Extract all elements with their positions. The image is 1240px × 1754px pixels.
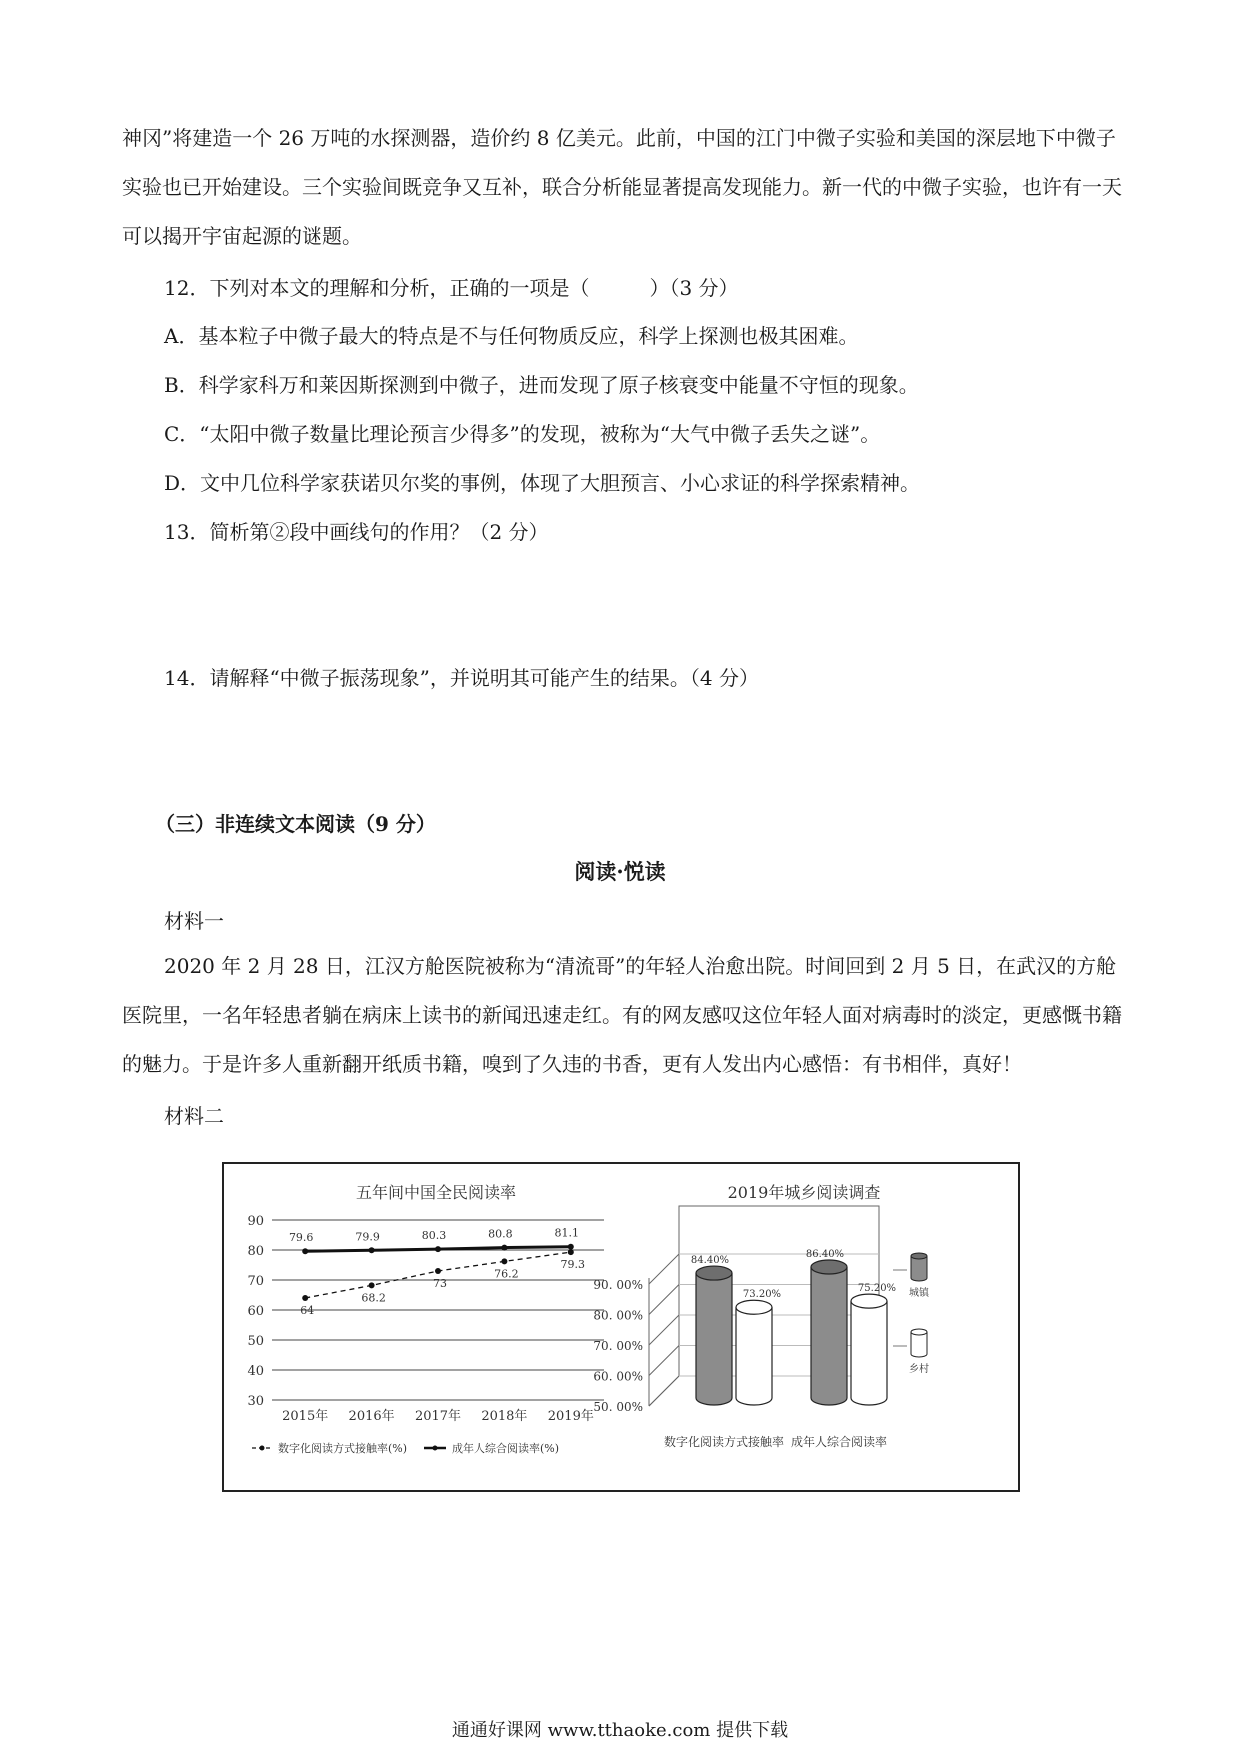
bar-rural-cap [851, 1294, 887, 1308]
section-3-heading: （三）非连续文本阅读（9 分） [155, 812, 436, 836]
line-chart-data-label: 80.8 [488, 1227, 513, 1241]
digital-rate-line [305, 1252, 571, 1298]
line-chart-point [369, 1282, 375, 1288]
question-14: 14．请解释“中微子振荡现象”，并说明其可能产生的结果。（4 分） [164, 666, 759, 690]
line-chart-y-tick: 70 [247, 1274, 264, 1289]
line-chart-y-tick: 80 [247, 1244, 264, 1259]
legend-digital-marker [260, 1446, 265, 1451]
passage-tail: 神冈”将建造一个 26 万吨的水探测器，造价约 8 亿美元。此前，中国的江门中微子实验和美国的深层地下中微子实验也已开始建设。三个实验间既竞争又互补，联合分析能显著提高发现能力。新一代的中微子实验，也许有一天可以揭开宇宙起源的谜题。 [122, 126, 1122, 248]
legend-reading-marker [433, 1446, 438, 1451]
line-chart-data-label: 79.6 [288, 1231, 314, 1245]
line-chart-y-tick: 40 [247, 1364, 264, 1379]
line-chart-x-tick: 2017年 [414, 1409, 462, 1424]
question-12-option-a: A．基本粒子中微子最大的特点是不与任何物质反应，科学上探测也极其困难。 [164, 324, 859, 348]
bar-chart-title: 2019年城乡阅读调查 [727, 1183, 881, 1202]
bar-rural-cylinder [851, 1301, 887, 1405]
line-chart-x-tick: 2019年 [547, 1409, 594, 1424]
bar-data-label: 86.40% [805, 1248, 845, 1260]
line-chart-point [568, 1244, 574, 1250]
bar-chart-x-tick: 数字化阅读方式接触率 [663, 1435, 785, 1449]
bar-chart-y-tick: 90. 00% [593, 1278, 643, 1292]
line-chart-title: 五年间中国全民阅读率 [355, 1183, 517, 1202]
line-chart-point [501, 1245, 507, 1251]
bar-chart-y-tick: 60. 00% [593, 1369, 643, 1384]
line-chart-point [369, 1247, 375, 1253]
bar-rural-cylinder [736, 1307, 772, 1405]
legend-digital-label: 数字化阅读方式接触率(%) [278, 1442, 408, 1455]
material-1-text: 2020 年 2 月 28 日，江汉方舱医院被称为“清流哥”的年轻人治愈出院。时间回到 2 月 5 日，在武汉的方舱医院里，一名年轻患者躺在病床上读书的新闻迅速走红。有的网友感叹这位年轻人面对病毒时的淡定，更感慨书籍的魅力。于是许多人重新翻开纸质书籍，嗅到了久违的书香，更有人发出内心感悟：有书相伴，真好！ [122, 954, 1122, 1076]
line-chart-point [435, 1268, 441, 1274]
bar-chart-y-tick: 70. 00% [593, 1339, 643, 1353]
bar-chart-gridline-side [649, 1254, 679, 1284]
line-chart-x-tick: 2015年 [282, 1409, 329, 1424]
line-chart-x-tick: 2018年 [481, 1409, 528, 1424]
legend-rural-swatch-cap [911, 1329, 927, 1335]
line-chart-point [568, 1249, 574, 1255]
line-chart-point [435, 1246, 441, 1252]
question-13: 13．简析第②段中画线句的作用？（2 分） [164, 520, 549, 544]
bar-urban-cap [696, 1266, 732, 1280]
question-12-option-b: B．科学家科万和莱因斯探测到中微子，进而发现了原子核衰变中能量不守恒的现象。 [164, 373, 919, 397]
bar-urban-cap [811, 1260, 847, 1274]
question-12-stem: 12．下列对本文的理解和分析，正确的一项是（ ）（3 分） [164, 276, 739, 300]
question-12-option-d: D．文中几位科学家获诺贝尔奖的事例，体现了大胆预言、小心求证的科学探索精神。 [164, 471, 921, 495]
bar-data-label: 84.40% [690, 1255, 730, 1267]
line-chart-y-tick: 50 [247, 1334, 264, 1349]
bar-chart-y-tick: 80. 00% [593, 1308, 643, 1323]
bar-chart-gridline-side [649, 1285, 679, 1315]
bar-urban-cylinder [811, 1267, 847, 1405]
line-chart-x-tick: 2016年 [348, 1409, 395, 1424]
legend-urban-swatch-cap [911, 1253, 927, 1259]
charts-svg [224, 1164, 1018, 1490]
material-1-label: 材料一 [164, 909, 224, 933]
legend-rural-label: 乡村 [909, 1364, 929, 1375]
bar-rural-cap [736, 1300, 772, 1314]
line-chart-data-label: 64 [300, 1304, 315, 1317]
line-chart-y-tick: 30 [247, 1394, 264, 1409]
legend-reading-label: 成年人综合阅读率(%) [452, 1442, 560, 1455]
line-chart-data-label: 79.9 [355, 1230, 380, 1244]
bar-chart-gridline-side [649, 1315, 679, 1345]
material-2-figure [222, 1162, 1020, 1492]
bar-chart-gridline-side [649, 1376, 679, 1406]
line-chart-point [501, 1258, 507, 1264]
line-chart-data-label: 68.2 [361, 1291, 386, 1305]
line-chart-data-label: 73 [433, 1277, 447, 1290]
legend-urban-swatch [911, 1256, 927, 1281]
material-2-label: 材料二 [164, 1104, 224, 1128]
section-3-title: 阅读·悦读 [574, 859, 666, 884]
legend-rural-swatch [911, 1332, 927, 1357]
line-chart-y-tick: 90 [247, 1214, 264, 1229]
footer-source: 通通好课网 www.tthaoke.com 提供下载 [451, 1720, 789, 1741]
line-chart-point [302, 1248, 308, 1254]
bar-data-label: 73.20% [742, 1289, 782, 1301]
line-chart-y-tick: 60 [247, 1304, 264, 1319]
bar-chart-y-tick: 50. 00% [593, 1400, 643, 1414]
legend-urban-label: 城镇 [909, 1288, 929, 1299]
line-chart-data-label: 79.3 [560, 1258, 586, 1272]
question-12-option-c: C．“太阳中微子数量比理论预言少得多”的发现，被称为“大气中微子丢失之谜”。 [164, 422, 881, 446]
line-chart-data-label: 80.3 [421, 1229, 447, 1243]
bar-urban-cylinder [696, 1273, 732, 1405]
bar-chart-gridline-side [649, 1346, 679, 1376]
line-chart-data-label: 81.1 [554, 1226, 580, 1240]
bar-chart-x-tick: 成年人综合阅读率 [790, 1435, 888, 1449]
line-chart-point [302, 1295, 308, 1301]
bar-data-label: 75.20% [857, 1283, 897, 1295]
line-chart-data-label: 76.2 [494, 1267, 519, 1281]
